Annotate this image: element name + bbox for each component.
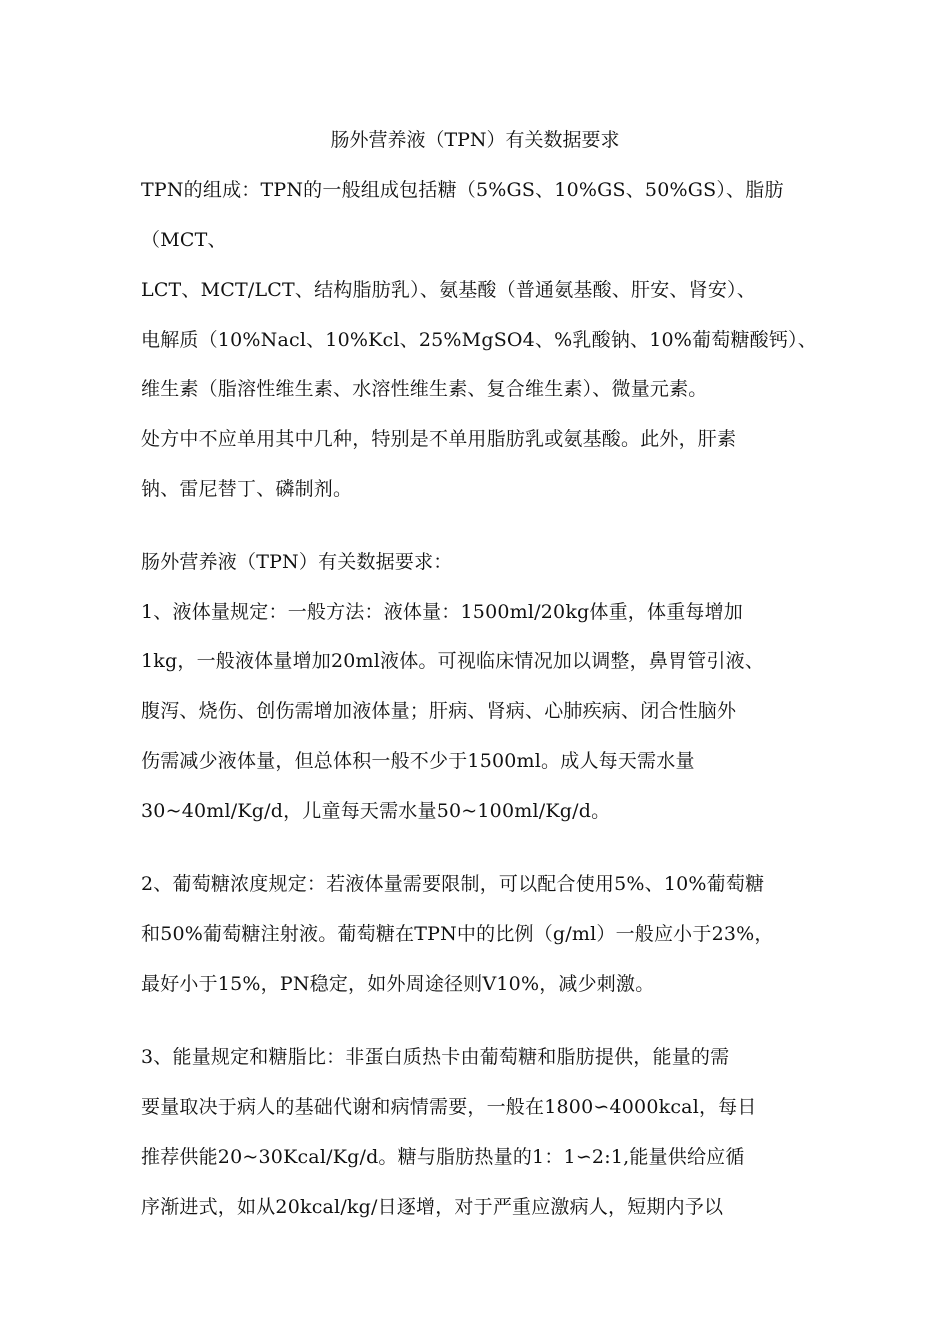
text-line: 伤需减少液体量，但总体积一般不少于1500ml。成人每天需水量 (141, 750, 695, 772)
text-line: （MCT、 (141, 229, 227, 251)
text-line: 2、葡萄糖浓度规定：若液体量需要限制，可以配合使用5%、10%葡萄糖 (141, 873, 765, 895)
text-line: 和50%葡萄糖注射液。葡萄糖在TPN中的比例（g/ml）一般应小于23%， (141, 923, 774, 945)
text-line: 1kg，一般液体量增加20ml液体。可视临床情况加以调整，鼻胃管引液、 (141, 650, 765, 672)
text-line: 腹泻、烧伤、创伤需增加液体量；肝病、肾病、心肺疾病、闭合性脑外 (141, 700, 737, 722)
text-line: LCT、MCT/LCT、结构脂肪乳）、氨基酸（普通氨基酸、肝安、肾安）、 (141, 279, 756, 301)
text-line: 要量取决于病人的基础代谢和病情需要，一般在1800∽4000kcal，每日 (141, 1096, 757, 1118)
document-title: 肠外营养液（TPN）有关数据要求 (330, 129, 620, 151)
text-line: 钠、雷尼替丁、磷制剂。 (141, 478, 353, 500)
text-line: 电解质（10%Nacl、10%Kcl、25%MgSO4、%乳酸钠、10%葡萄糖酸钙）、 (141, 329, 817, 351)
text-line: 30~40ml/Kg/d，儿童每天需水量50~100ml/Kg/d。 (141, 800, 611, 822)
text-line: 处方中不应单用其中几种，特别是不单用脂肪乳或氨基酸。此外，肝素 (141, 428, 737, 450)
section-heading: 肠外营养液（TPN）有关数据要求： (141, 551, 453, 573)
text-line: 1、液体量规定：一般方法：液体量：1500ml/20kg体重，体重每增加 (141, 601, 743, 623)
text-line: TPN的组成：TPN的一般组成包括糖（5%GS、10%GS、50%GS）、脂肪 (141, 179, 784, 201)
text-line: 3、能量规定和糖脂比：非蛋白质热卡由葡萄糖和脂肪提供，能量的需 (141, 1046, 730, 1068)
text-line: 维生素（脂溶性维生素、水溶性维生素、复合维生素）、微量元素。 (141, 378, 708, 400)
text-line: 推荐供能20~30Kcal/Kg/d。糖与脂肪热量的1：1∽2:1,能量供给应循 (141, 1146, 745, 1168)
text-line: 最好小于15%，PN稳定，如外周途径则V10%，减少刺激。 (141, 973, 655, 995)
text-line: 序渐进式，如从20kcal/kg/日逐增，对于严重应激病人，短期内予以 (141, 1196, 724, 1218)
